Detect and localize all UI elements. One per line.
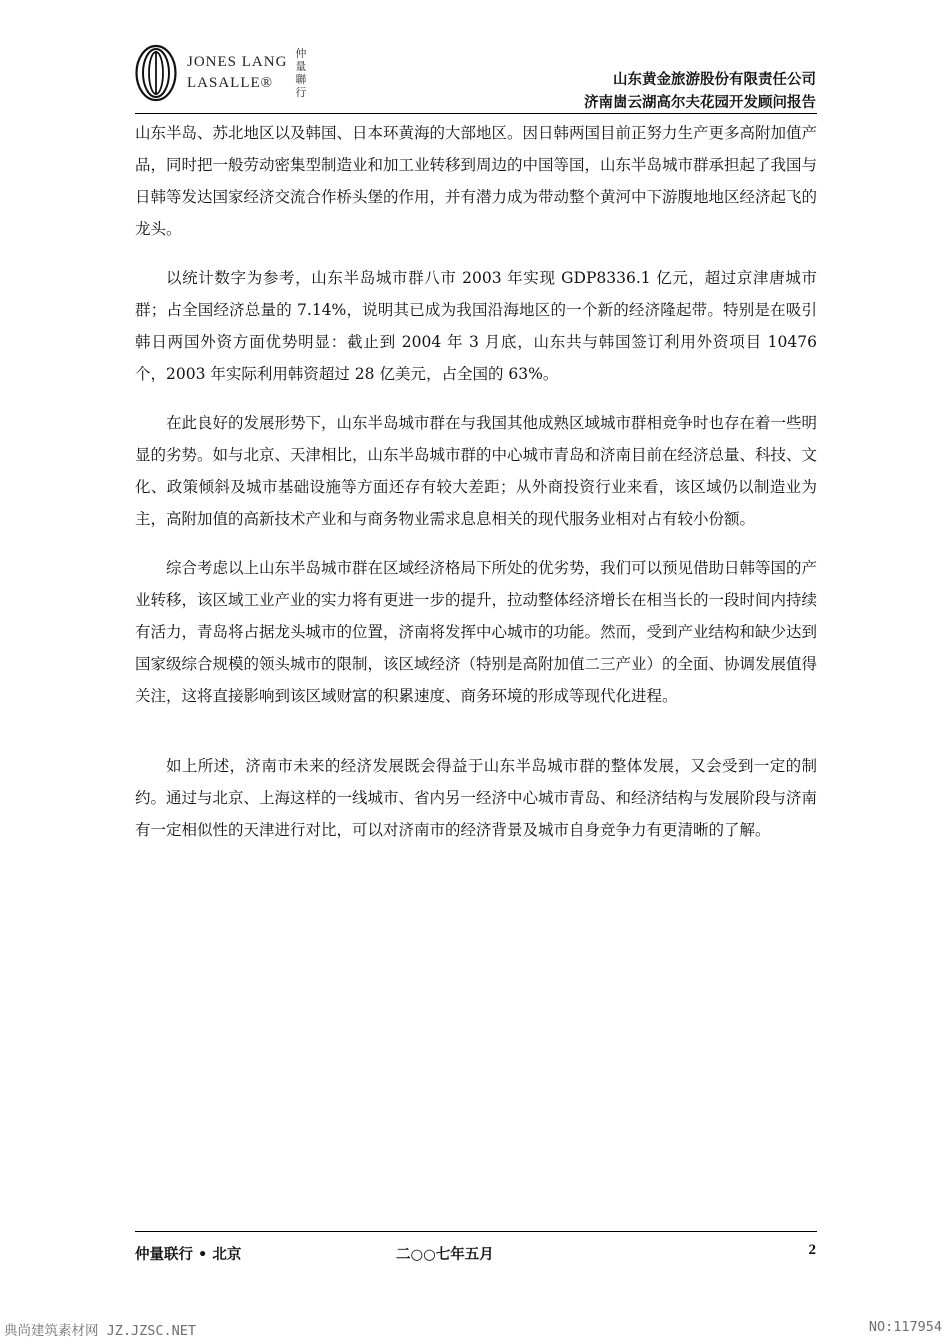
body-text: [135, 117, 817, 863]
footer-divider: [135, 1231, 817, 1232]
watermark-site: 典尚建筑素材网 JZ.JZSC.NET: [4, 1323, 197, 1339]
watermark-id: NO:117954: [868, 1319, 942, 1335]
paragraph: 如上所述，济南市未来的经济发展既会得益于山东半岛城市群的整体发展，又会受到一定的制约。通过与北京、上海这样的一线城市、省内另一经济中心城市青岛、和经济结构与发展阶段与济南有一定相似性的天津进行对比，可以对济南市的经济背景及城市自身竞争力有更清晰的了解。: [135, 757, 818, 839]
company-logo: [135, 42, 309, 104]
logo-wordmark: [187, 52, 287, 94]
paragraph: 山东半岛、苏北地区以及韩国、日本环黄海的大部地区。因日韩两国目前正努力生产更多高附加值产品，同时把一般劳动密集型制造业和加工业转移到周边的中国等国，山东半岛城市群承担起了我国与日韩等发达国家经济交流合作桥头堡的作用，并有潜力成为带动整个黄河中下游腹地地区经济起飞的龙头。: [135, 124, 818, 238]
logo-chinese-name: 仲量聯行: [295, 47, 307, 99]
paragraph: 在此良好的发展形势下，山东半岛城市群在与我国其他成熟区域城市群相竞争时也存在着一些明显的劣势。如与北京、天津相比，山东半岛城市群的中心城市青岛和济南目前在经济总量、科技、文化、政策倾斜及城市基础设施等方面还存有较大差距；从外商投资行业来看，该区域仍以制造业为主，高附加值的高新技术产业和与商务物业需求息息相关的现代服务业相对占有较小份额。: [135, 414, 818, 528]
footer-date: 二○○七年五月: [396, 1247, 494, 1263]
paragraph: 综合考虑以上山东半岛城市群在区域经济格局下所处的优劣势，我们可以预见借助日韩等国的产业转移，该区域工业产业的实力将有更进一步的提升，拉动整体经济增长在相当长的一段时间内持续有活力，青岛将占据龙头城市的位置，济南将发挥中心城市的功能。然而，受到产业结构和缺少达到国家级综合规模的领头城市的限制，该区域经济（特别是高附加值二三产业）的全面、协调发展值得关注，这将直接影响到该区域财富的积累速度、商务环境的形成等现代化进程。: [135, 559, 818, 705]
header-company-name: 山东黄金旅游股份有限责任公司: [613, 72, 816, 88]
logo-line-2: LASALLE®: [187, 75, 274, 91]
header-divider: [135, 113, 817, 114]
paragraph: 以统计数字为参考，山东半岛城市群八市 2003 年实现 GDP8336.1 亿元，超过京津唐城市群；占全国经济总量的 7.14%，说明其已成为我国沿海地区的一个新的经济隆起带。特别是在吸引韩日两国外资方面优势明显：截止到 2004 年 3 月底，山东共与韩国签订利用外资项目 10476 个，2003 年实际利用韩资超过 28 亿美元，占全国的 63%。: [135, 269, 817, 383]
jll-logo-icon: [135, 44, 177, 102]
logo-line-1: JONES LANG: [187, 54, 288, 70]
page-number: 2: [808, 1242, 816, 1258]
header-report-title: 济南崮云湖高尔夫花园开发顾问报告: [584, 95, 816, 111]
footer-firm-location: 仲量联行 • 北京: [135, 1247, 242, 1263]
